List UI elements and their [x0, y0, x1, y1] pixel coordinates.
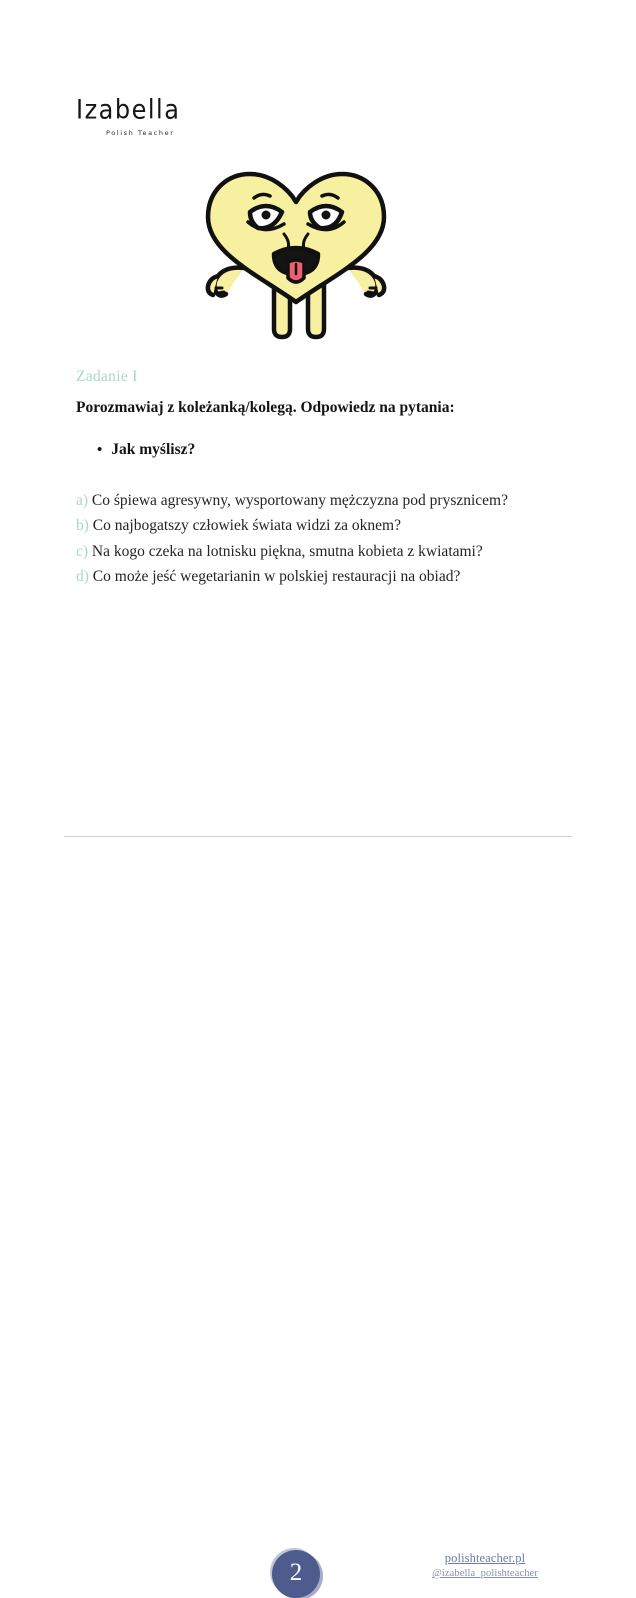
footer-divider [64, 836, 572, 837]
brand-logo [76, 93, 276, 137]
task-label: Zadanie I [76, 368, 138, 385]
footer-links [410, 1551, 560, 1579]
prompt-bullet-item [97, 441, 566, 459]
question-item [76, 564, 566, 589]
question-item [76, 539, 566, 564]
question-letter: d) [76, 567, 89, 585]
question-text: Na kogo czeka na lotnisku piękna, smutna kobieta z kwiatami? [91, 542, 483, 560]
question-text: Co może jeść wegetarianin w polskiej restauracji na obiad? [92, 567, 461, 585]
question-letter: b) [76, 517, 89, 535]
question-list [76, 488, 566, 589]
question-letter: a) [76, 492, 89, 510]
instruction-text: Porozmawiaj z koleżanką/kolegą. Odpowiedz na pytania: [76, 399, 455, 416]
exercise-content [76, 368, 566, 589]
page-number: 2 [289, 1559, 303, 1586]
bullet-dot-icon: • [97, 442, 103, 459]
worried-heart-character-icon [196, 162, 396, 357]
question-letter: c) [76, 542, 89, 560]
prompt-bullet-text: Jak myślisz? [111, 441, 196, 459]
brand-subtitle: Polish Teacher [106, 129, 175, 137]
social-handle-link[interactable]: @izabella_polishteacher [432, 1568, 538, 1579]
question-item [76, 513, 566, 538]
page-footer [0, 770, 636, 1586]
question-item [76, 488, 566, 513]
brand-name: Izabella [76, 93, 181, 126]
question-text: Co najbogatszy człowiek świata widzi za oknem? [92, 517, 401, 535]
website-link[interactable]: polishteacher.pl [444, 1551, 526, 1565]
question-text: Co śpiewa agresywny, wysportowany mężczyzna pod prysznicem? [91, 492, 508, 510]
page-number-badge [272, 1550, 320, 1598]
